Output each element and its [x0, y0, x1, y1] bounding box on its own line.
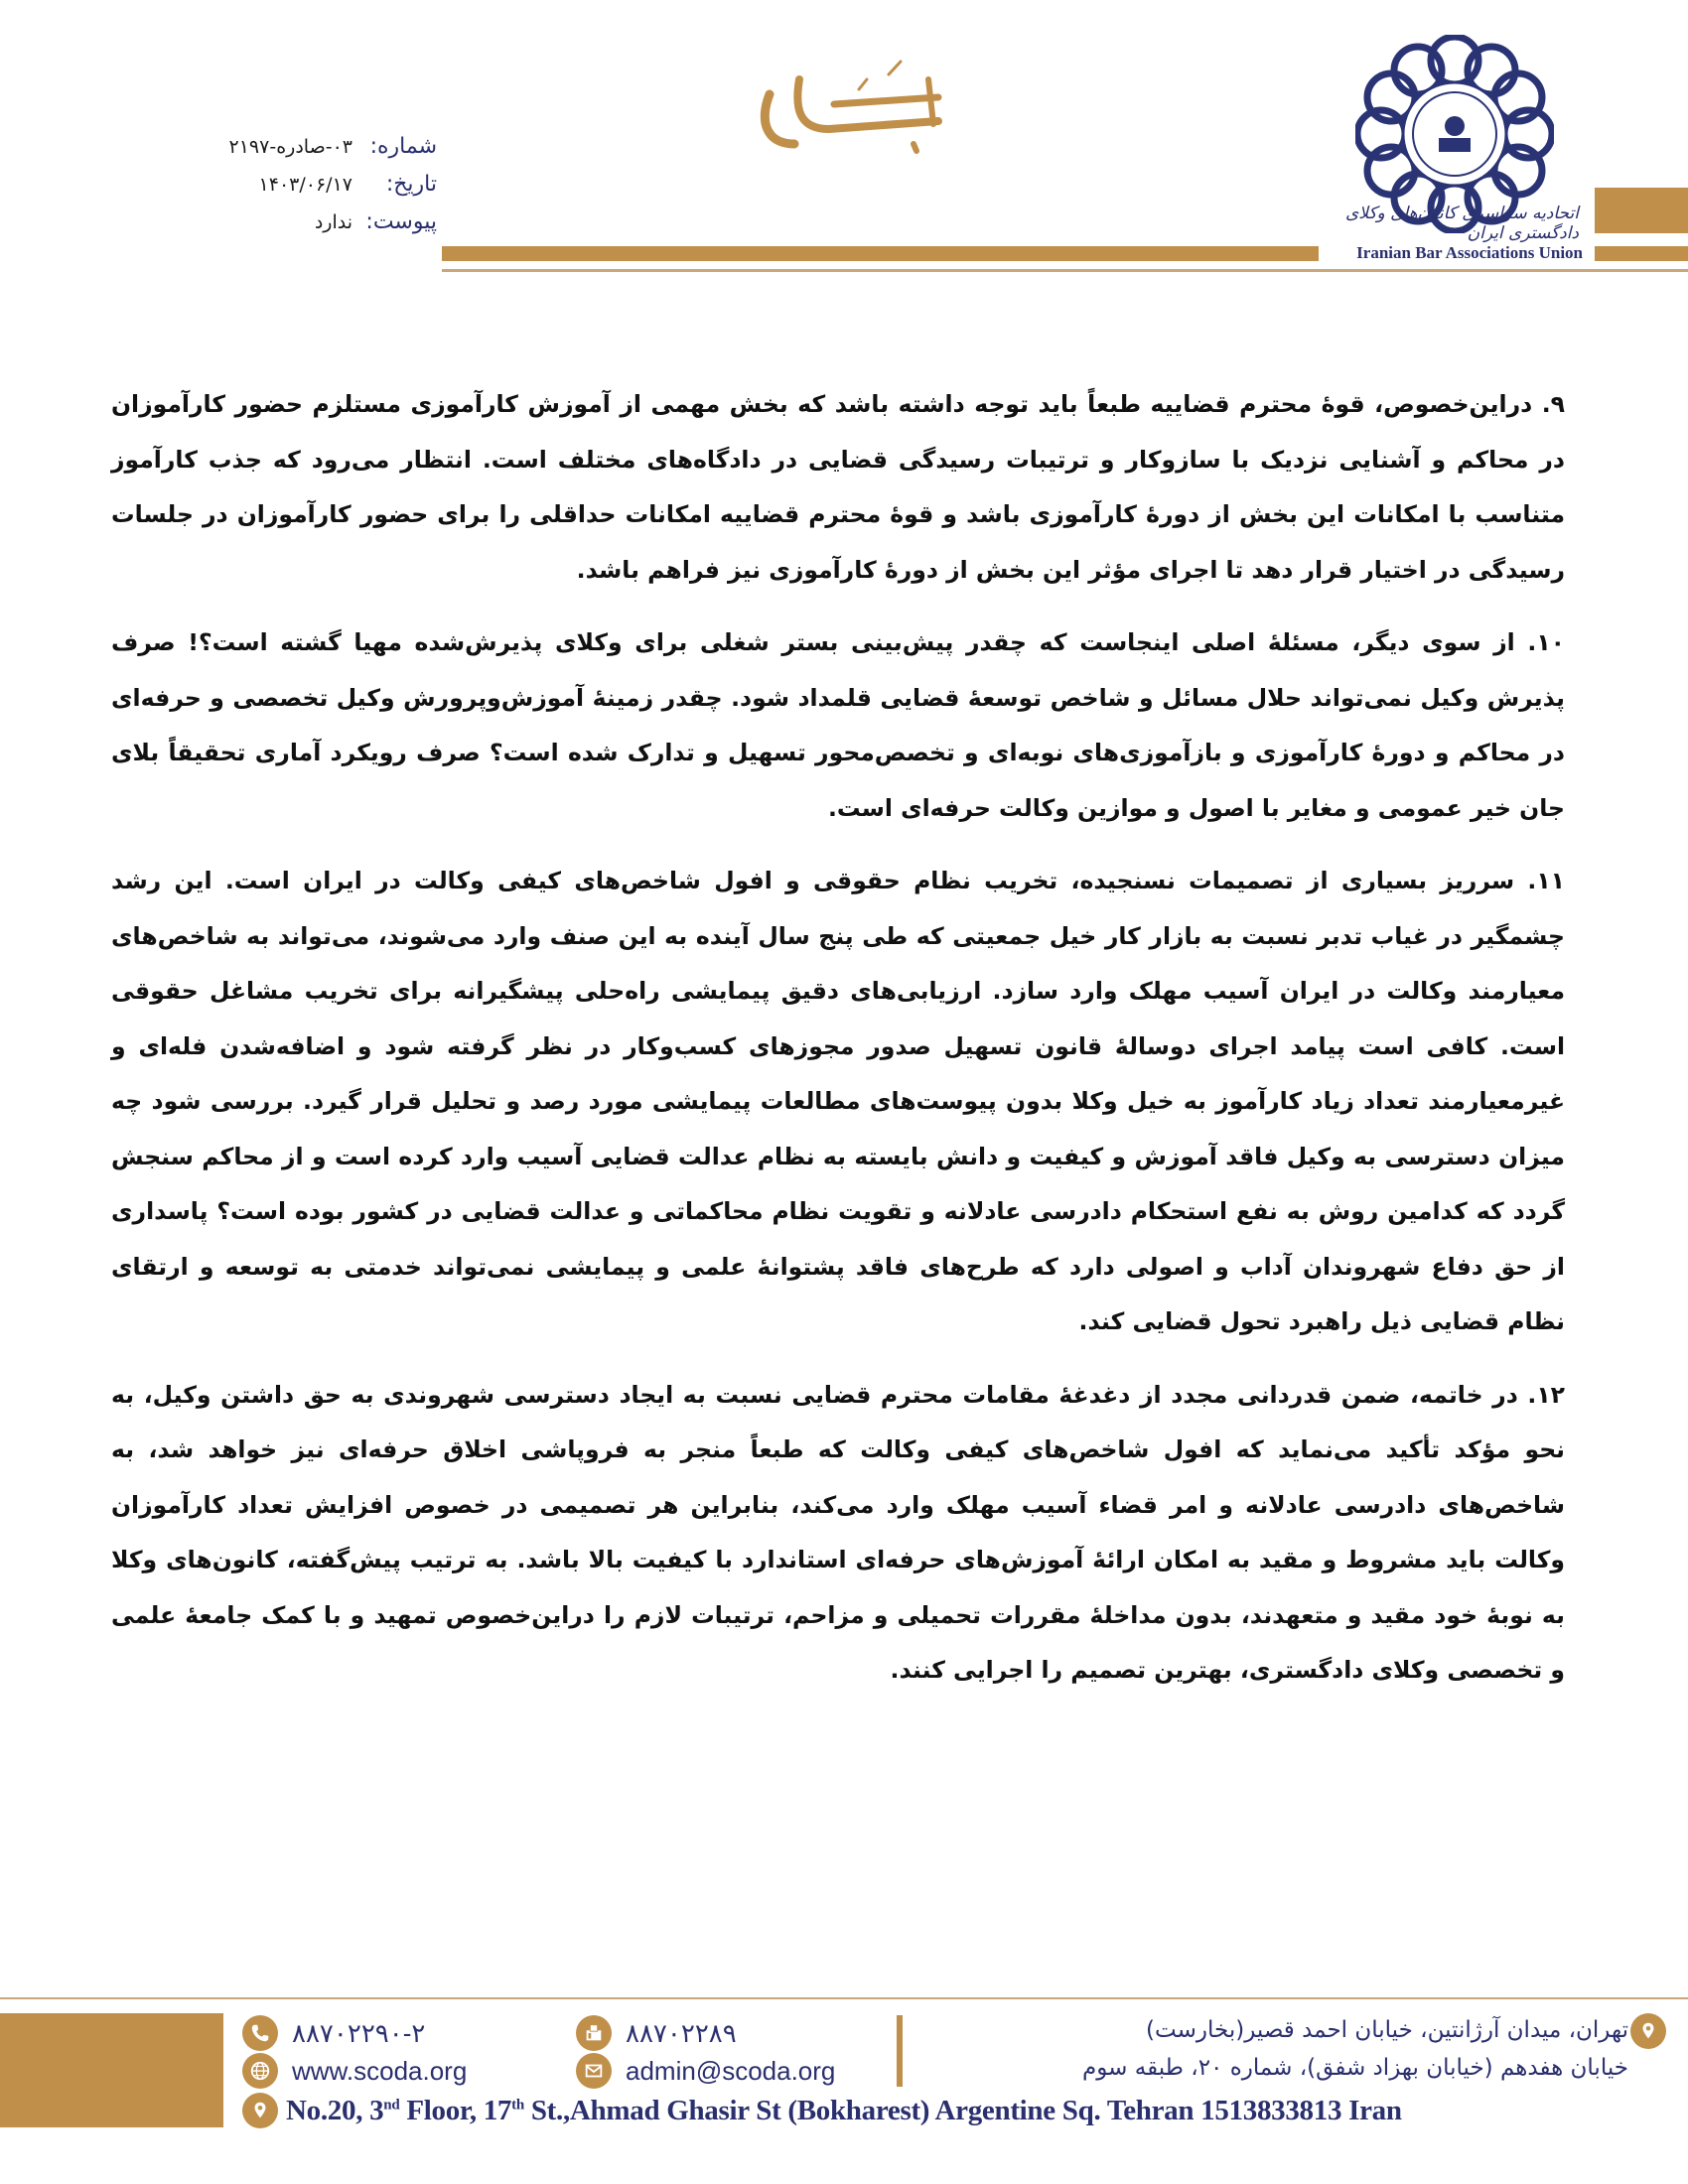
meta-date-value: ۱۴۰۳/۰۶/۱۷ — [258, 174, 352, 196]
paragraph-9: ۹. دراین‌خصوص، قوهٔ محترم قضاییه طبعاً باید توجه داشته باشد که بخش مهمی از آموزش کارآموزی مستلزم حضور کارآموزان در محاکم و آشنایی نزدیک با سازوکار و ترتیبات رسیدگی قضایی در دادگاه‌های مختلف است. انتظار می‌رود که جذب کارآموز متناسب با امکانات این بخش از دورهٔ کارآموزی باشد و قوهٔ محترم قضاییه امکانات حداقلی را برای حضور کارآموزان در جلسات رسیدگی در اختیار قرار دهد تا اجرای مؤثر این بخش از دورهٔ کارآموزی نیز فراهم باشد. — [111, 390, 1565, 584]
meta-number-value: ۰۳-صادره-۲۱۹۷ — [228, 136, 352, 158]
footer-address-english — [242, 2093, 1402, 2128]
location-pin-icon — [1630, 2013, 1666, 2049]
org-name-persian: اتحادیه سراسری کانون‌های وکلای دادگستری ایران — [1345, 204, 1579, 243]
header-divider-line — [442, 269, 1688, 272]
footer-phone — [242, 2015, 425, 2051]
header-gold-bar-right — [1595, 246, 1688, 261]
envelope-icon — [576, 2053, 612, 2089]
meta-number-row — [109, 134, 437, 172]
website-link[interactable]: www.scoda.org — [292, 2055, 468, 2086]
address-en-part2: Floor, 17 — [399, 2094, 512, 2126]
footer-website[interactable] — [242, 2053, 467, 2089]
address-en-part1: No.20, 3 — [286, 2094, 384, 2126]
address-fa-line2: خیابان هفدهم (خیابان بهزاد شفق)، شماره ۲۰، طبقه سوم — [1082, 2055, 1628, 2081]
footer-email[interactable] — [576, 2053, 835, 2089]
svg-text:بسمه تعالی: بسمه تعالی — [740, 50, 745, 51]
meta-attachment-value: ندارد — [314, 211, 352, 233]
address-fa-line1: تهران، میدان آرژانتین، خیابان احمد قصیر(بخارست) — [1146, 2017, 1628, 2043]
header-gold-bar — [442, 246, 1319, 261]
org-name-english: Iranian Bar Associations Union — [1356, 243, 1583, 262]
paragraph-12: ۱۲. در خاتمه، ضمن قدردانی مجدد از دغدغهٔ مقامات محترم قضایی نسبت به ایجاد دسترسی شهروندی به حق داشتن وکیل، به نحو مؤکد تأکید می‌نماید که افول شاخص‌های کیفی وکالت که طبعاً منجر به فروپاشی اخلاق حرفه‌ای نیز خواهد شد، به شاخص‌های دادرسی عادلانه و امر قضاء آسیب مهلک وارد می‌کند، بنابراین هر تصمیمی در خصوص افزایش تعداد کارآموزان وکالت باید مشروط و مقید به امکان ارائهٔ آموزش‌های حرفه‌ای استاندارد با کیفیت بالا باشد. به ترتیب پیش‌گفته، کانون‌های وکلا به نوبهٔ خود مقید و متعهدند، بدون مداخلهٔ مقررات تحمیلی و مزاحم، ترتیبات لازم را دراین‌خصوص تمهید و با کمک جامعهٔ علمی و تخصصی وکلای دادگستری، بهترین تصمیم را اجرایی کنند. — [111, 1380, 1565, 1684]
fax-icon — [576, 2015, 612, 2051]
paragraph-10: ۱۰. از سوی دیگر، مسئلهٔ اصلی اینجاست که چقدر پیش‌بینی بستر شغلی برای وکلای پذیرش‌شده مهیا گشته است؟! صرف پذیرش وکیل نمی‌تواند حلال مسائل و شاخص توسعهٔ قضایی قلمداد شود. چقدر زمینهٔ آموزش‌وپرورش وکیل تخصصی و حرفه‌ای در محاکم و دورهٔ کارآموزی و بازآموزی‌های نوبه‌ای و تخصص‌محور تسهیل و تدارک شده است؟ صرف رویکرد آماری تحقیقاً بلای جان خیر عمومی و مغایر با اصول و موازین وکالت حرفه‌ای است. — [111, 628, 1565, 822]
meta-number-label: شماره: — [369, 134, 437, 159]
address-en-sup1: nd — [383, 2096, 400, 2113]
phone-number: ۸۸۷۰۲۲۹۰-۲ — [292, 2017, 426, 2048]
location-pin-icon — [242, 2093, 278, 2128]
basmala-calligraphy-icon — [740, 50, 958, 159]
footer-divider-line — [0, 1997, 1688, 1999]
meta-attachment-label: پیوست: — [365, 209, 437, 234]
address-en-part3: St.,Ahmad Ghasir St (Bokharest) Argentine Sq. Tehran 1513833813 Iran — [523, 2094, 1402, 2126]
footer-gold-block — [0, 2013, 223, 2127]
email-link[interactable]: admin@scoda.org — [626, 2055, 836, 2086]
address-en-text — [286, 2095, 1402, 2127]
meta-date-label: تاریخ: — [385, 172, 437, 197]
fax-number: ۸۸۷۰۲۲۸۹ — [626, 2017, 737, 2048]
globe-icon — [242, 2053, 278, 2089]
header-gold-block-right — [1595, 188, 1688, 233]
paragraph-11: ۱۱. سرریز بسیاری از تصمیمات نسنجیده، تخریب نظام حقوقی و افول شاخص‌های کیفی وکالت در ایران است. این رشد چشمگیر در غیاب تدبر نسبت به بازار کار خیل جمعیتی که طی پنج سال آینده به این صنف وارد می‌شوند، می‌تواند به شاخص‌های معیارمند وکالت در ایران آسیب مهلک وارد سازد. ارزیابی‌های دقیق پیمایشی راه‌حلی پیشگیرانه برای تخریب مشاغل حقوقی است. کافی است پیامد اجرای دوسالهٔ قانون تسهیل صدور مجوزهای کسب‌وکار در نظر گرفته شود و اضافه‌شدن فله‌ای و غیرمعیارمند تعداد زیاد کارآموز به خیل وکلا بدون پیوست‌های مطالعات پیمایشی مورد رصد و تحلیل قرار گیرد. بررسی شود چه میزان دسترسی به وکیل فاقد آموزش و کیفیت و دانش بایسته به نظام عدالت قضایی آسیب وارد کرده است و از محاکم سنجش گردد که کدامین روش به نفع استحکام دادرسی عادلانه و تقویت نظام محاکماتی و عدالت قضایی در کشور بوده است؟ پاسداری از حق دفاع شهروندان آداب و اصولی دارد که طرح‌های فاقد پشتوانهٔ علمی و پیمایشی نمی‌تواند خدمتی به توسعه و ارتقای نظام قضایی ذیل راهبرد تحول قضایی کند. — [111, 867, 1565, 1335]
letter-body — [111, 377, 1565, 1716]
footer-fax — [576, 2015, 737, 2051]
footer-separator — [897, 2015, 903, 2087]
meta-attachment-row — [109, 209, 437, 247]
meta-date-row — [109, 172, 437, 209]
phone-icon — [242, 2015, 278, 2051]
letter-meta — [109, 134, 437, 247]
address-en-sup2: th — [511, 2096, 524, 2113]
footer-address-persian — [923, 2011, 1628, 2087]
